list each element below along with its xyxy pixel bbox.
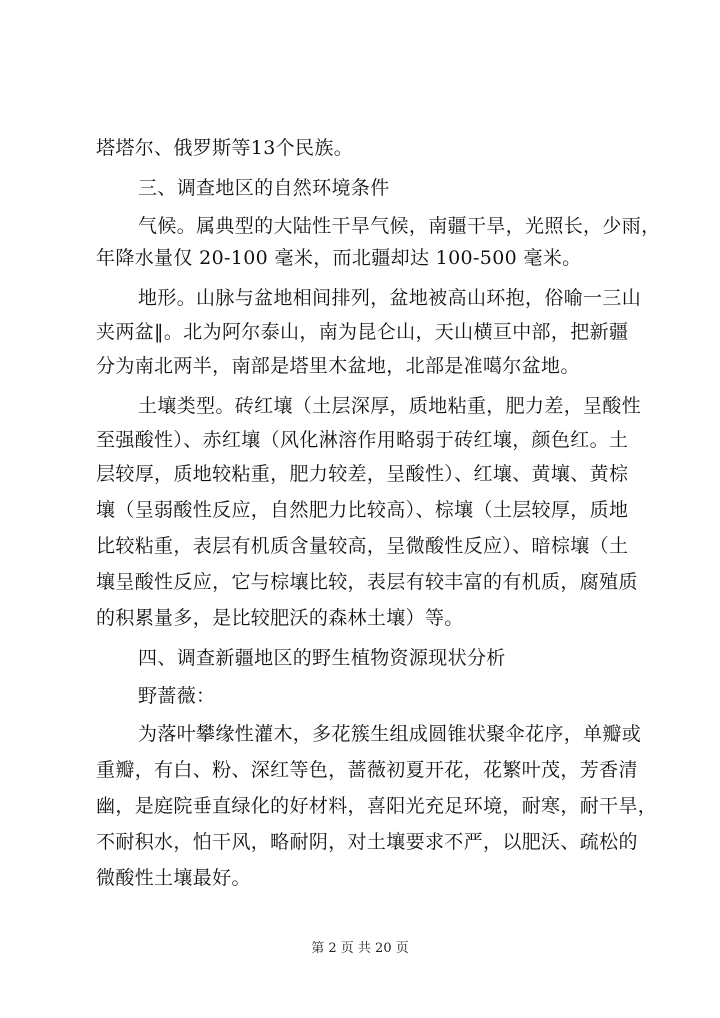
body-text-line: 重瓣，有白、粉、深红等色，蔷薇初夏开花，花繁叶茂，芳香清 <box>96 759 638 781</box>
body-text-line: 幽，是庭院垂直绿化的好材料，喜阳光充足环境，耐寒，耐干旱， <box>96 795 658 817</box>
body-text-line: 微酸性土壤最好。 <box>96 867 251 889</box>
body-text-line: 气候。属典型的大陆性干旱气候，南疆干旱，光照长，少雨， <box>138 215 661 237</box>
body-text-line: 不耐积水，怕干风，略耐阴，对土壤要求不严，以肥沃、疏松的 <box>96 831 638 853</box>
body-text-line: 为落叶攀缘性灌木，多花簇生组成圆锥状聚伞花序，单瓣或 <box>138 723 642 745</box>
body-text-line: 壤（呈弱酸性反应，自然肥力比较高）、棕壤（土层较厚，质地 <box>96 499 629 521</box>
section-heading: 四、调查新疆地区的野生植物资源现状分析 <box>138 647 506 669</box>
page-number-footer: 第 2 页 共 20 页 <box>311 941 409 956</box>
body-text-line: 土壤类型。砖红壤（土层深厚，质地粘重，肥力差，呈酸性 <box>138 395 642 417</box>
body-text-line: 分为南北两半，南部是塔里木盆地，北部是准噶尔盆地。 <box>96 355 580 377</box>
body-text-line: 的积累量多，是比较肥沃的森林土壤）等。 <box>96 607 464 629</box>
subsection-heading: 野蔷薇： <box>138 685 216 707</box>
body-text-line: 壤呈酸性反应，它与棕壤比较，表层有较丰富的有机质，腐殖质 <box>96 571 638 593</box>
body-text-line: 层较厚，质地较粘重，肥力较差，呈酸性）、红壤、黄壤、黄棕 <box>96 463 629 485</box>
body-text-line: 塔塔尔、俄罗斯等13个民族。 <box>96 137 354 159</box>
body-text-line: 比较粘重，表层有机质含量较高，呈微酸性反应）、暗棕壤（土 <box>96 535 629 557</box>
section-heading: 三、调查地区的自然环境条件 <box>138 177 390 199</box>
body-text-line: 年降水量仅 20-100 毫米，而北疆却达 100-500 毫米。 <box>96 247 582 269</box>
body-text-line: 夹两盆‖。北为阿尔泰山，南为昆仑山，天山横亘中部，把新疆 <box>96 321 629 343</box>
body-text-line: 至强酸性）、赤红壤（风化淋溶作用略弱于砖红壤，颜色红。土 <box>96 429 629 451</box>
body-text-line: 地形。山脉与盆地相间排列，盆地被高山环抱，俗喻一三山 <box>138 287 642 309</box>
